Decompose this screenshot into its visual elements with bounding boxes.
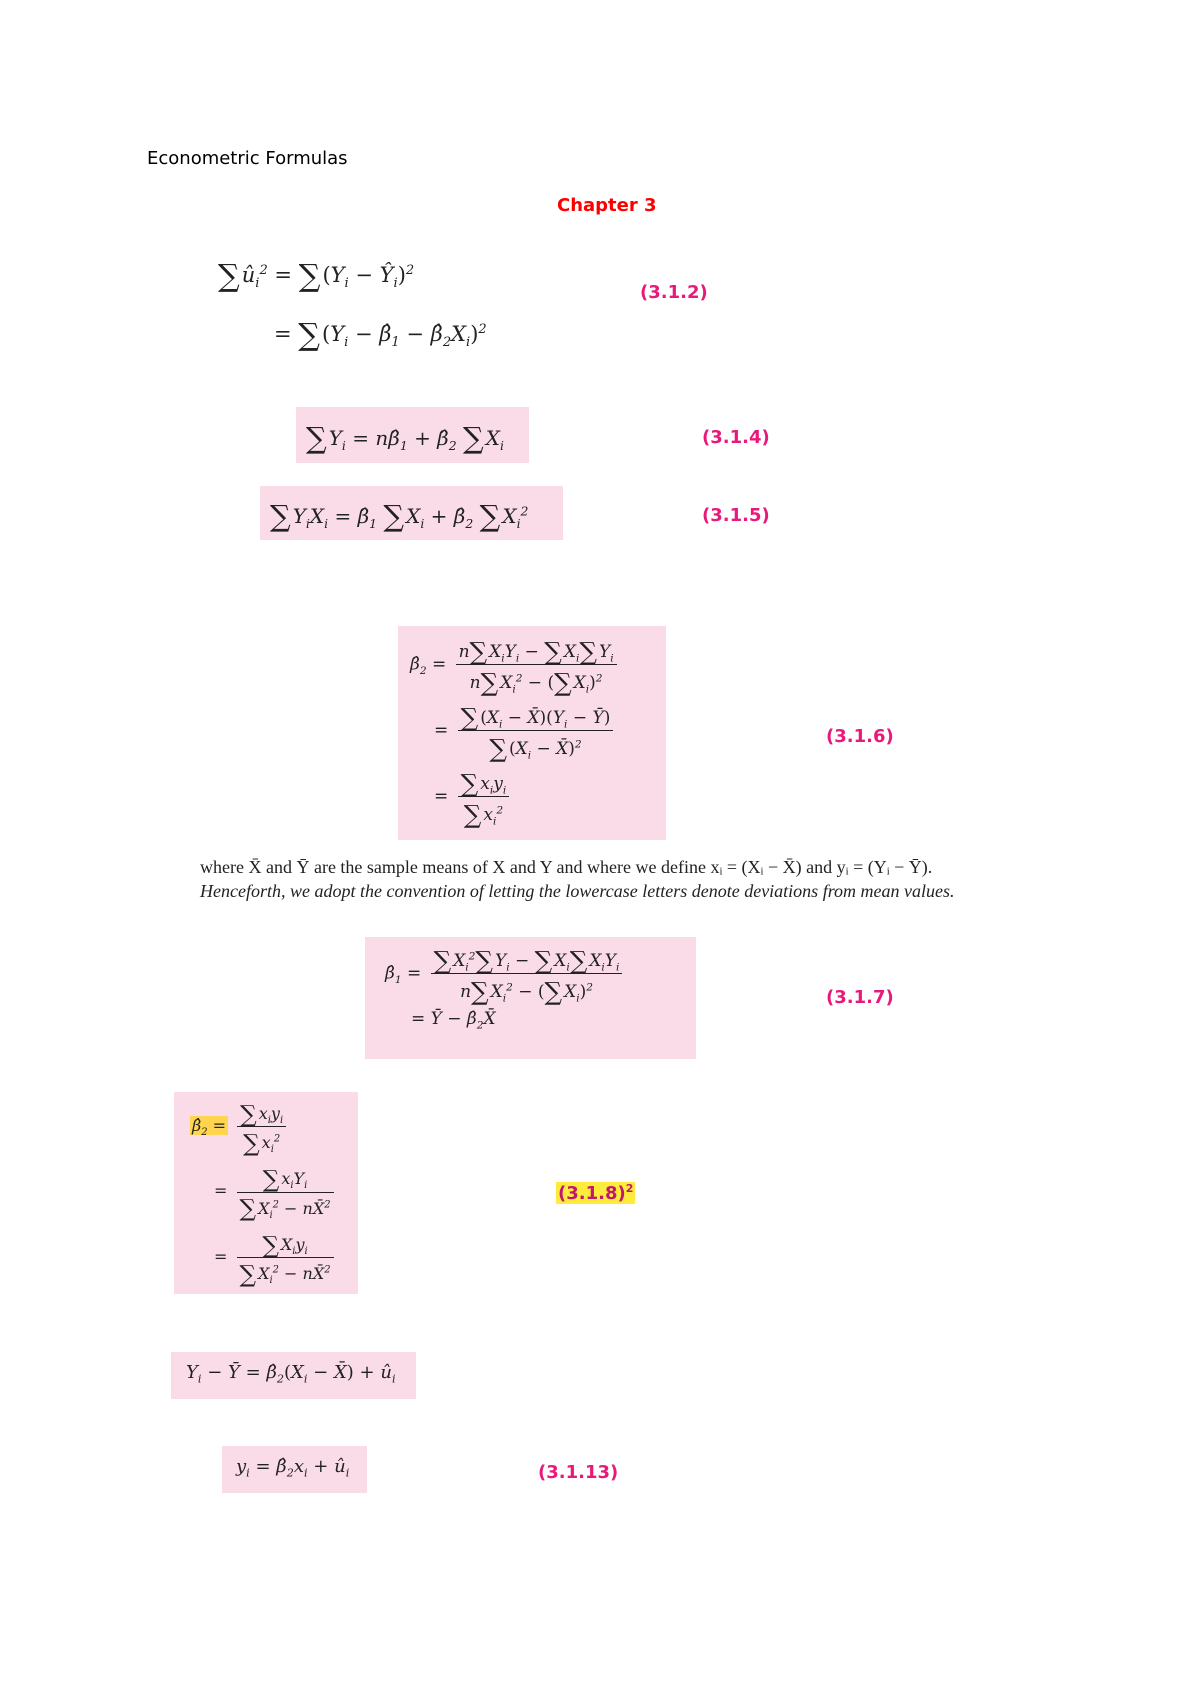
- equation-3-1-5: ∑ $Y_iX_i$ = $\betâ_1$ ∑ $X_i$ + $\betâ_2$ ∑ $X_i^2$: [270, 499, 529, 534]
- equation-deviation-form: $Y_i$ − Ȳ = $\betâ_2(X_i$ − X̄) + $û_i$: [186, 1362, 396, 1386]
- equation-number-3-1-2: (3.1.2): [640, 282, 708, 303]
- equation-3-1-2: $\sum û_i^2 = \sum(Y_i$ − $Ŷ_i)^2$ = $\sum(Y_i$ − $\betâ_1$ − $\betâ_2X_i)^2$: [218, 258, 487, 353]
- equation-number-3-1-8: [556, 1182, 635, 1204]
- chapter-heading: Chapter 3: [557, 195, 657, 216]
- equation-3-1-4: ∑ $Y_i$ = $n\betâ_1$ + $\betâ_2$ ∑ $X_i$: [306, 421, 504, 456]
- equation-number-3-1-7: (3.1.7): [826, 987, 894, 1008]
- document-title: Econometric Formulas: [147, 148, 348, 169]
- equation-3-1-13: $y_i$ = $\betâ_2x_i$ + $û_i$: [236, 1456, 350, 1480]
- definition-note: [200, 855, 960, 903]
- convention-note-text: Henceforth, we adopt the convention of letting the lowercase letters denote deviations from mean values.: [200, 881, 955, 901]
- equation-number-3-1-8-label: (3.1.8): [558, 1183, 626, 1204]
- definition-note-text: where X̄ and Ȳ are the sample means of X and Y and where we define xᵢ = (Xᵢ − X̄) and yᵢ = (Yᵢ − Ȳ).: [200, 857, 933, 877]
- equation-number-3-1-5: (3.1.5): [702, 505, 770, 526]
- equation-3-1-8: $\betâ_2$ = $\frac{\sum x_iy_i}{\sum x_i^2}$ = $\frac{\sum x_iY_i}{\sum X_i^2 - nX̄^2}$ = $\frac{\sum X_iy_i}{\sum X_i^2 - nX̄^2}$: [190, 1098, 338, 1286]
- highlighted-beta: $\betâ_2$ =: [192, 1116, 227, 1139]
- equation-number-3-1-4: (3.1.4): [702, 427, 770, 448]
- equation-3-1-6: $\betâ_2$ = $\frac{n\sum X_iY_i - \sum X_i\sum Y_i}{n\sum X_i^2 - (\sum X_i)^2}$ = $\frac{\sum (X_i - X̄)(Y_i - Ȳ)}{\sum (X_i - X̄)^2}$ = $\frac{\sum x_iy_i}{\sum x_i^2}$: [410, 634, 621, 827]
- equation-number-3-1-6: (3.1.6): [826, 726, 894, 747]
- equation-number-3-1-13: (3.1.13): [538, 1462, 619, 1483]
- equation-number-3-1-8-footnote: 2: [625, 1182, 634, 1195]
- equation-3-1-7: $\betâ_1$ = $\frac{\sum X_i^2\sum Y_i - \sum X_i\sum X_iY_i}{n\sum X_i^2 - (\sum X_i)^2}$ = Ȳ − $\betâ_2X̄$: [385, 943, 626, 1031]
